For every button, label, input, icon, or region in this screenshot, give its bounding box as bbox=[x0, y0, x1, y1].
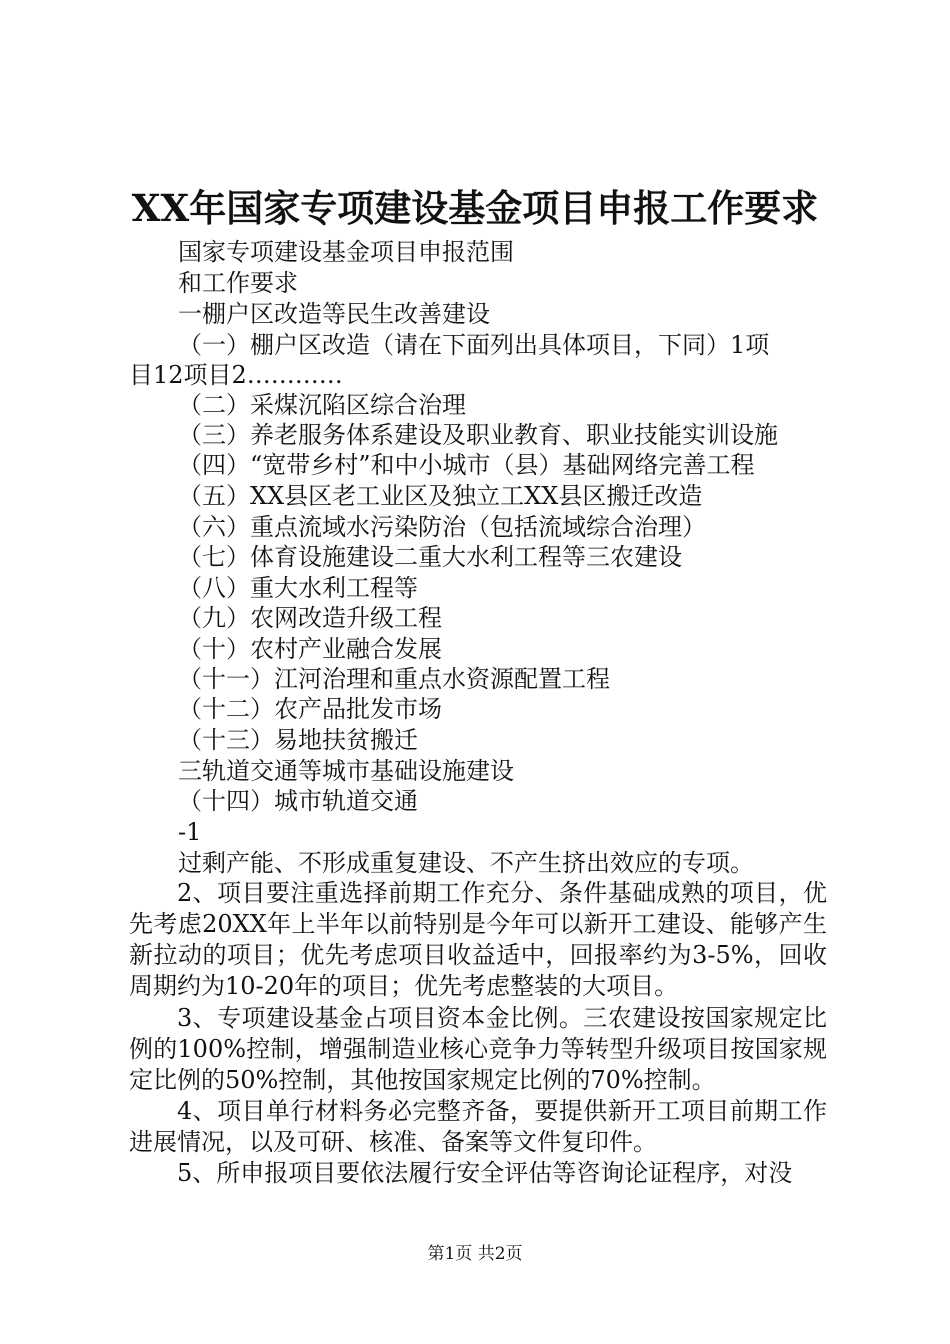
paragraph-5: 5、所申报项目要依法履行安全评估等咨询论证程序，对没 bbox=[177, 1159, 793, 1187]
list-item-2: （二）采煤沉陷区综合治理 bbox=[178, 391, 466, 419]
list-item-1: （一）棚户区改造（请在下面列出具体项目，下同）1项 bbox=[178, 331, 770, 359]
subtitle-line-1: 国家专项建设基金项目申报范围 bbox=[178, 238, 514, 266]
list-item-13: （十三）易地扶贫搬迁 bbox=[178, 726, 418, 754]
list-item-12: （十二）农产品批发市场 bbox=[178, 695, 442, 723]
list-item-9: （九）农网改造升级工程 bbox=[178, 604, 442, 632]
list-item-11: （十一）江河治理和重点水资源配置工程 bbox=[178, 665, 610, 693]
paragraph-3: 3、专项建设基金占项目资本金比例。三农建设按国家规定比例的100%控制，增强制造业核心竞争力等转型升级项目按国家规定比例的50%控制，其他按国家规定比例的70%控制。 bbox=[129, 1004, 827, 1094]
list-item-10: （十）农村产业融合发展 bbox=[178, 635, 442, 663]
list-item-7: （七）体育设施建设二重大水利工程等三农建设 bbox=[178, 543, 682, 571]
paragraph-4: 4、项目单行材料务必完整齐备，要提供新开工项目前期工作进展情况，以及可研、核准、备案等文件复印件。 bbox=[129, 1097, 827, 1156]
list-item-5: （五）XX县区老工业区及独立工XX县区搬迁改造 bbox=[178, 482, 703, 510]
list-item-3: （三）养老服务体系建设及职业教育、职业技能实训设施 bbox=[178, 421, 778, 449]
page-footer: 第1页 共2页 bbox=[427, 1244, 523, 1264]
paragraph-2: 2、项目要注重选择前期工作充分、条件基础成熟的项目，优先考虑20XX年上半年以前特别是今年可以新开工建设、能够产生新拉动的项目；优先考虑项目收益适中，回报率约为3-5%，回收周期约为10-20年的项目；优先考虑整装的大项目。 bbox=[129, 879, 827, 1000]
section-heading-1: 一棚户区改造等民生改善建设 bbox=[178, 300, 490, 328]
subtitle-line-2: 和工作要求 bbox=[178, 269, 298, 297]
continued-sentence: 过剩产能、不形成重复建设、不产生挤出效应的专项。 bbox=[178, 849, 754, 877]
page-marker: -1 bbox=[178, 818, 202, 846]
list-item-4: （四）“宽带乡村”和中小城市（县）基础网络完善工程 bbox=[178, 451, 755, 479]
list-item-8: （八）重大水利工程等 bbox=[178, 574, 418, 602]
list-item-1-continued: 目12项目2………… bbox=[129, 361, 343, 389]
document-title: XX年国家专项建设基金项目申报工作要求 bbox=[131, 186, 819, 230]
list-item-14: （十四）城市轨道交通 bbox=[178, 787, 418, 815]
section-heading-3: 三轨道交通等城市基础设施建设 bbox=[178, 757, 514, 785]
list-item-6: （六）重点流域水污染防治（包括流域综合治理） bbox=[178, 513, 706, 541]
